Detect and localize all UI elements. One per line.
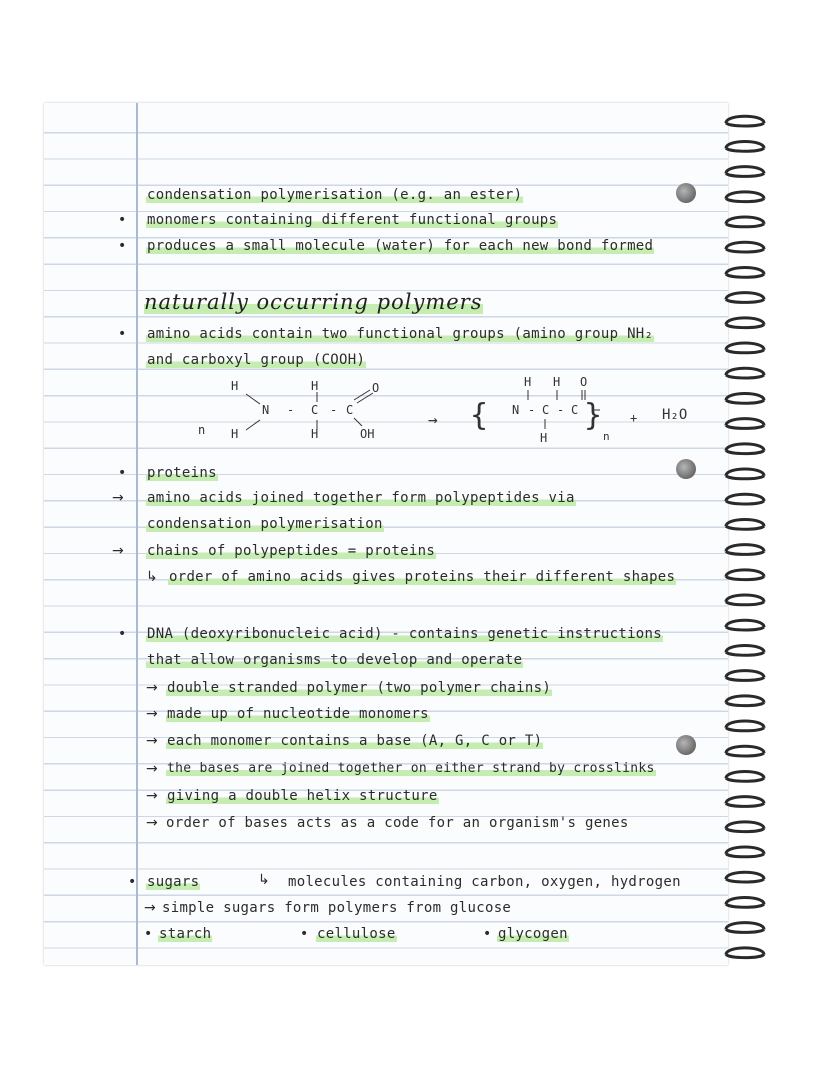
spiral-ring [726, 595, 764, 605]
sugars-description: molecules containing carbon, oxygen, hydrogen [288, 874, 681, 890]
bullet-point: • [118, 212, 127, 228]
atom-o: O [580, 375, 588, 389]
subscript-n: n [603, 430, 610, 443]
dna-line-2: that allow organisms to develop and operate [147, 652, 523, 668]
example-starch: starch [159, 926, 212, 942]
polymer-bond-lines [510, 385, 603, 437]
spiral-ring [726, 923, 764, 933]
bullet-point: • [118, 626, 127, 642]
atom-n: N [512, 403, 520, 417]
arrow-marker: → [146, 788, 158, 804]
atom-h: H [311, 427, 319, 441]
spiral-ring [726, 721, 764, 731]
atom-h: H [540, 431, 548, 445]
atom-c: C [542, 403, 550, 417]
proteins-line-1: amino acids joined together form polypeptides via [147, 490, 575, 506]
dna-point: made up of nucleotide monomers [167, 706, 429, 722]
arrow-marker: → [112, 490, 124, 506]
spiral-ring [726, 948, 764, 958]
equation-n: n [198, 423, 206, 437]
spiral-ring [726, 570, 764, 580]
plus-sign: + [630, 411, 638, 425]
bullet-point: • [144, 926, 153, 942]
natural-polymers-heading: naturally occurring polymers [144, 290, 483, 314]
punch-hole [676, 183, 696, 203]
example-glycogen: glycogen [498, 926, 568, 942]
spiral-ring [726, 746, 764, 756]
sub-arrow-marker: ↳ [146, 569, 158, 585]
atom-h: H [231, 427, 239, 441]
spiral-ring [726, 192, 764, 202]
condensation-title: condensation polymerisation (e.g. an ester) [147, 187, 523, 203]
bond: - [528, 403, 536, 417]
atom-c: C [571, 403, 579, 417]
bullet-point: • [118, 465, 127, 481]
spiral-binding [722, 103, 768, 965]
spiral-ring [726, 771, 764, 781]
proteins-line-3: chains of polypeptides = proteins [147, 543, 436, 559]
arrow-marker: → [146, 815, 158, 831]
bracket-close: } [584, 398, 603, 433]
monomers-line: monomers containing different functional groups [147, 212, 558, 228]
amino-acids-line: amino acids contain two functional groups (amino group NH₂ [147, 326, 654, 342]
arrow-marker: → [146, 706, 158, 722]
bond: - [287, 403, 295, 417]
dna-point: double stranded polymer (two polymer chains) [167, 680, 552, 696]
atom-h: H [231, 379, 239, 393]
atom-oh: OH [360, 427, 375, 441]
spiral-ring [726, 368, 764, 378]
sugars-line-2: simple sugars form polymers from glucose [162, 900, 512, 916]
bond: - [330, 403, 338, 417]
dna-point: giving a double helix structure [167, 788, 438, 804]
notebook-page [44, 103, 728, 965]
punch-hole [676, 735, 696, 755]
spiral-ring [726, 267, 764, 277]
atom-h: H [311, 379, 319, 393]
spiral-ring [726, 519, 764, 529]
bond: - [557, 403, 565, 417]
dna-point: the bases are joined together on either strand by crosslinks [167, 761, 655, 776]
bullet-point: • [118, 326, 127, 342]
spiral-ring [726, 545, 764, 555]
spiral-ring [726, 141, 764, 151]
dna-line-1: DNA (deoxyribonucleic acid) - contains genetic instructions [147, 626, 662, 642]
spiral-ring [726, 620, 764, 630]
spiral-ring [726, 494, 764, 504]
spiral-ring [726, 444, 764, 454]
arrow-marker: → [146, 761, 158, 777]
proteins-title: proteins [147, 465, 217, 481]
reaction-arrow: → [428, 410, 438, 429]
arrow-marker: → [112, 543, 124, 559]
bullet-point: • [128, 874, 137, 890]
water-formula: H₂O [662, 407, 688, 423]
spiral-ring [726, 343, 764, 353]
dna-point: order of bases acts as a code for an organism's genes [166, 815, 629, 831]
atom-h: H [553, 375, 561, 389]
spiral-ring [726, 167, 764, 177]
bullet-point: • [118, 238, 127, 254]
atom-o: O [372, 381, 380, 395]
bullet-point: • [483, 926, 492, 942]
produces-line: produces a small molecule (water) for each new bond formed [147, 238, 654, 254]
atom-h: H [524, 375, 532, 389]
carboxyl-line: and carboxyl group (COOH) [147, 352, 366, 368]
spiral-ring [726, 242, 764, 252]
spiral-ring [726, 116, 764, 126]
bond-lines [238, 388, 388, 438]
arrow-marker: → [146, 680, 158, 696]
spiral-ring [726, 318, 764, 328]
spiral-ring [726, 897, 764, 907]
sugars-title: sugars [147, 874, 200, 890]
spiral-ring [726, 822, 764, 832]
proteins-line-2: condensation polymerisation [147, 516, 383, 532]
spiral-ring [726, 645, 764, 655]
spiral-ring [726, 469, 764, 479]
atom-c: C [311, 403, 319, 417]
dna-point: each monomer contains a base (A, G, C or T) [167, 733, 543, 749]
proteins-line-4: order of amino acids gives proteins their different shapes [169, 569, 676, 585]
spiral-ring [726, 419, 764, 429]
example-cellulose: cellulose [317, 926, 396, 942]
arrow-marker: → [144, 900, 156, 916]
arrow-marker: → [146, 733, 158, 749]
spiral-ring [726, 797, 764, 807]
spiral-ring [726, 847, 764, 857]
spiral-ring [726, 293, 764, 303]
bracket-open: { [470, 398, 489, 433]
spiral-ring [726, 393, 764, 403]
spiral-ring [726, 872, 764, 882]
bullet-point: • [300, 926, 309, 942]
spiral-ring [726, 671, 764, 681]
sub-arrow-marker: ↳ [258, 872, 270, 888]
spiral-ring [726, 696, 764, 706]
atom-c: C [346, 403, 354, 417]
atom-n: N [262, 403, 270, 417]
punch-hole [676, 459, 696, 479]
spiral-ring [726, 217, 764, 227]
